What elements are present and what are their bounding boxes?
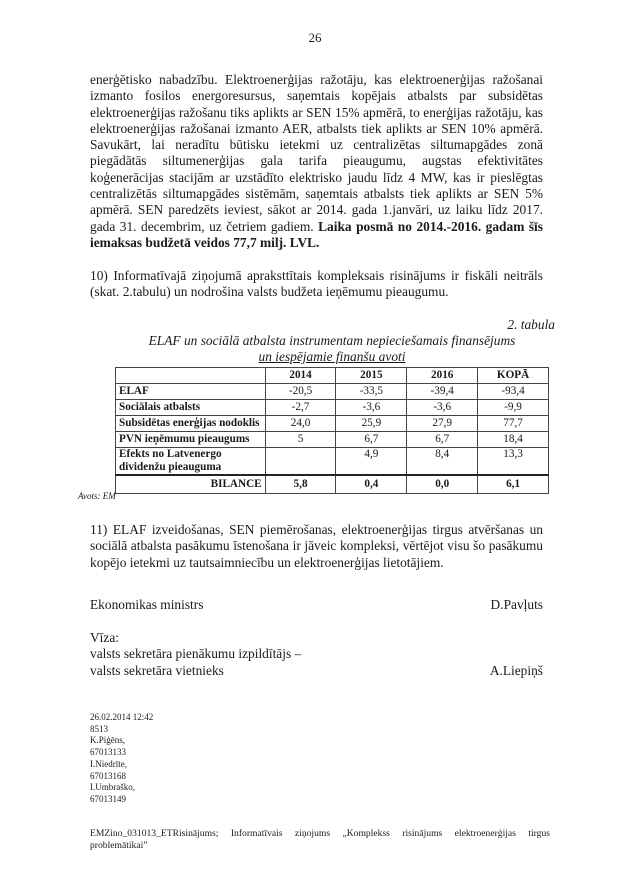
table-header-blank: [116, 368, 266, 384]
row-label: ELAF: [116, 384, 266, 400]
cell-2014: 5: [265, 432, 336, 448]
paragraph-fiscal-neutral: 10) Informatīvajā ziņojumā apraksttītais kompleksais risinājums ir fiskāli neitrāls (skat. 2.tabulu) un nodrošina valsts budžeta ieņēmumu pieaugumu.: [90, 268, 543, 300]
balance-2014: 5,8: [265, 475, 336, 494]
cell-2016: 27,9: [407, 416, 478, 432]
cell-2015: 25,9: [336, 416, 407, 432]
balance-2016: 0,0: [407, 475, 478, 494]
table-header-cell: 2015: [336, 368, 407, 384]
row-label: Sociālais atbalsts: [116, 400, 266, 416]
meta-line: 67013149: [90, 793, 126, 804]
visa-label: Vīza:: [90, 630, 119, 645]
cell-2014: -2,7: [265, 400, 336, 416]
paragraph-elaf-comprehensive: 11) ELAF izveidošanas, SEN piemērošanas, elektroenerģijas tirgus atvēršanas un sociālā atbalsta pasākumu īstenošana ir jāveic kompleksi, vērtējot visu šo pasākumu kopējo ietekmi uz tautsaimniecību un elektroenerģijas lietotājiem.: [90, 522, 543, 570]
page-number: 26: [308, 30, 322, 45]
paragraph-text: enerģētisko nabadzību. Elektroenerģijas ražotāju, kas elektroenerģijas ražošanai izmanto fosilos energoresursus, saņemtais kopējais atbalsts par subsidētas elektroenerģijas ražošanu tiks aplikts ar SEN 15% apmērā, to enerģijas ražotāju, kas elektroenerģijas ražošanai izmanto AER, atbalsts tiek aplikts ar SEN 10% apmērā. Savukārt, lai neradītu būtisku ietekmi uz centralizētas siltumapgādes zonā piegādātās siltumenerģijas gala tarifa pieaugumu, augstas efektivitātes koģenerācijas stacijām ar uzstādīto elektrisko jaudu līdz 4 MW, kas ir pieslēgtas centralizētās siltumapgādes sistēmām, saņemtais atbalsts tiek aplikts ar SEN 5% apmērā. SEN paredzēts ieviest, sākot ar 2014. gada 1.janvāri, uz laiku līdz 2017. gada 31. decembrim, uz četriem gadiem.: [90, 72, 543, 234]
cell-2015: -3,6: [336, 400, 407, 416]
meta-line: I.Niedrīte,: [90, 758, 127, 769]
secretary-title-line1: valsts sekretāra pienākumu izpildītājs –: [90, 646, 302, 662]
meta-line: 67013168: [90, 770, 126, 781]
balance-total: 6,1: [478, 475, 549, 494]
row-label: PVN ieņēmumu pieaugums: [116, 432, 266, 448]
cell-total: 13,3: [478, 448, 549, 476]
meta-line: 8513: [90, 723, 108, 734]
minister-name: D.Pavļuts: [490, 597, 543, 612]
table-number: 2. tabula: [507, 317, 555, 332]
cell-2014: 24,0: [265, 416, 336, 432]
cell-2015: 4,9: [336, 448, 407, 476]
table-header-cell: 2016: [407, 368, 478, 384]
table-row: [116, 432, 549, 448]
row-label: Subsidētas enerģijas nodoklis: [116, 416, 266, 432]
document-meta: [90, 712, 153, 806]
cell-2016: -3,6: [407, 400, 478, 416]
meta-line: 67013133: [90, 747, 126, 758]
table-source: Avots: EM: [78, 491, 116, 501]
cell-2014: [265, 448, 336, 476]
cell-2015: -33,5: [336, 384, 407, 400]
cell-total: 77,7: [478, 416, 549, 432]
table-balance-row: [116, 475, 549, 494]
cell-2016: 8,4: [407, 448, 478, 476]
cell-2014: -20,5: [265, 384, 336, 400]
meta-line: 26.02.2014 12:42: [90, 712, 154, 722]
table-header-cell: KOPĀ: [478, 368, 549, 384]
paragraph-bold-text: Laika posmā no 2014.-2016. gadam šīs iemaksas budžetā veidos 77,7 milj. LVL.: [90, 218, 543, 250]
cell-2015: 6,7: [336, 432, 407, 448]
meta-line: I.Umbraško,: [90, 782, 135, 793]
financing-table: [115, 367, 549, 494]
table-title-line1: ELAF un sociālā atbalsta instrumentam nepieciešamais finansējums: [148, 333, 516, 348]
table-header-row: [116, 368, 549, 384]
table-title-line2: un iespējamie finanšu avoti: [258, 349, 406, 364]
meta-line: K.Piģēns,: [90, 735, 126, 746]
table-row: [116, 384, 549, 400]
table-row: [116, 416, 549, 432]
cell-2016: 6,7: [407, 432, 478, 448]
row-label: Efekts no Latvenergo dividenžu pieauguma: [116, 448, 266, 476]
table-row: [116, 448, 549, 476]
secretary-title-line2: valsts sekretāra vietnieks: [90, 662, 224, 678]
table-row: [116, 400, 549, 416]
document-footer: [90, 828, 550, 852]
cell-total: -9,9: [478, 400, 549, 416]
cell-total: 18,4: [478, 432, 549, 448]
footer-line1: EMZino_031013_ETRisinājums; Informatīvais ziņojums „Komplekss risinājums elektroenerģijas tirgus: [90, 828, 550, 839]
minister-title: Ekonomikas ministrs: [90, 597, 204, 612]
balance-label: BILANCE: [116, 475, 266, 494]
table-header-cell: 2014: [265, 368, 336, 384]
footer-line2: problemātikai”: [90, 840, 148, 851]
cell-total: -93,4: [478, 384, 549, 400]
cell-2016: -39,4: [407, 384, 478, 400]
secretary-name: A.Liepiņš: [489, 663, 543, 678]
balance-2015: 0,4: [336, 475, 407, 494]
paragraph-energy-tax: [90, 72, 543, 251]
